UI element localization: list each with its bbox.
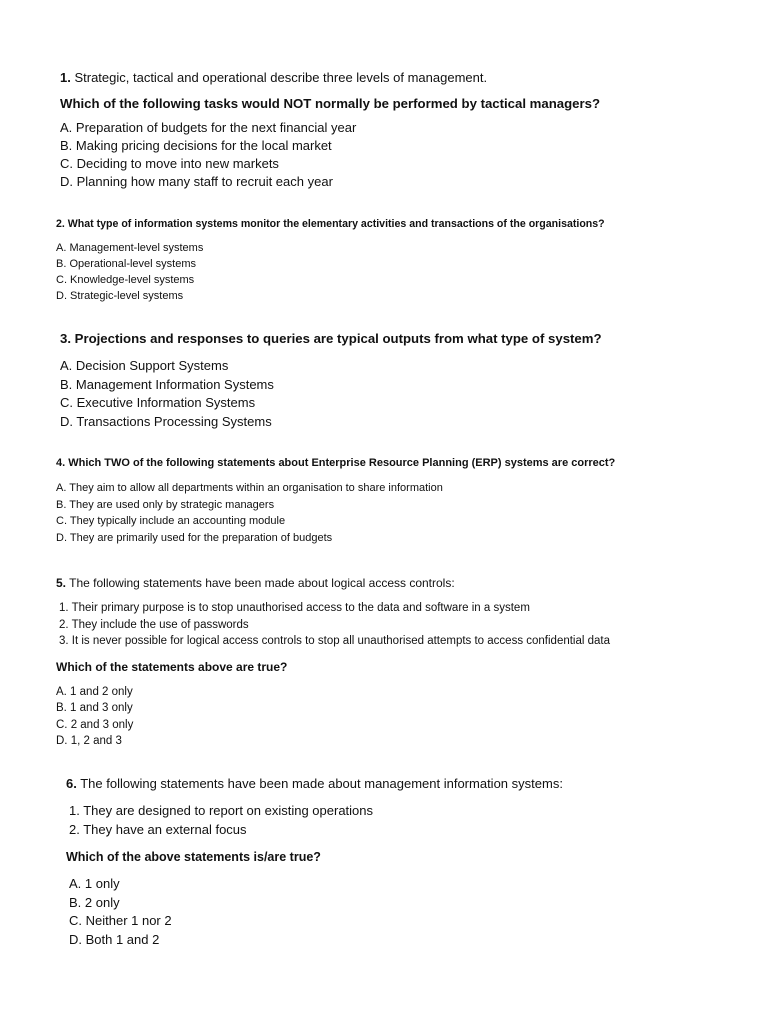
question-1 [60,69,600,191]
question-5-option-c: C. 2 and 3 only [56,718,134,731]
question-4-option-a: A. They aim to allow all departments within an organisation to share information [56,482,443,494]
question-5-option-b: B. 1 and 3 only [56,702,133,714]
question-1-option-d: D. Planning how many staff to recruit each year [60,174,333,189]
question-1-intro [60,69,600,87]
question-6-intro [66,775,563,793]
question-5-options [56,684,610,750]
question-3-option-d: D. Transactions Processing Systems [60,413,272,429]
question-1-option-a: A. Preparation of budgets for the next financial year [60,120,357,135]
question-1-intro-text: Strategic, tactical and operational describe three levels of management. [70,70,488,85]
question-3-options [60,357,602,431]
question-5-number: 5. [56,576,67,590]
question-1-number: 1. [60,70,71,85]
question-5-option-a: A. 1 and 2 only [56,685,133,698]
question-6-statements [66,802,563,839]
question-3-option-a: A. Decision Support Systems [60,358,229,373]
question-6-statement-2: 2. They have an external focus [69,821,247,837]
question-5-stem: Which of the statements above are true? [56,659,288,674]
question-6-statement-1: 1. They are designed to report on existing operations [69,803,374,818]
question-3-option-c: C. Executive Information Systems [60,395,256,410]
question-1-options [60,119,600,191]
question-4-option-b: B. They are used only by strategic managers [56,498,275,511]
question-5-statements [56,600,610,650]
question-6-option-d: D. Both 1 and 2 [69,931,160,947]
question-4-option-c: C. They typically include an accounting module [56,515,286,527]
question-5-statement-2: 2. They include the use of passwords [59,618,249,631]
question-6-stem: Which of the above statements is/are true? [66,850,321,864]
question-5-option-d: D. 1, 2 and 3 [56,735,122,747]
question-6 [66,775,563,949]
question-5-intro-text: The following statements have been made about logical access controls: [66,576,455,590]
question-5-intro [56,575,610,591]
question-1-stem: Which of the following tasks would NOT normally be performed by tactical managers? [60,96,601,111]
question-3-option-b: B. Management Information Systems [60,376,274,392]
question-6-option-c: C. Neither 1 nor 2 [69,913,172,928]
question-4-option-d: D. They are primarily used for the preparation of budgets [56,531,333,544]
question-3 [60,330,602,431]
question-2-option-a: A. Management-level systems [56,242,204,254]
question-1-option-c: C. Deciding to move into new markets [60,156,279,171]
question-6-option-b: B. 2 only [69,894,120,910]
question-6-intro-text: The following statements have been made about management information systems: [76,776,563,791]
question-3-stem: 3. Projections and responses to queries are typical outputs from what type of system? [60,331,602,346]
question-2-stem: 2. What type of information systems monitor the elementary activities and transactions of the organisations? [56,218,605,230]
question-5-statement-3: 3. It is never possible for logical access controls to stop all unauthorised attempts to access confidential data [59,635,611,647]
question-4 [56,456,615,546]
question-1-option-b: B. Making pricing decisions for the local market [60,138,332,153]
question-6-option-a: A. 1 only [69,876,120,891]
question-2 [56,217,605,304]
question-6-number: 6. [66,776,77,791]
question-2-option-c: C. Knowledge-level systems [56,274,195,286]
question-6-options [66,875,563,949]
question-5-statement-1: 1. Their primary purpose is to stop unauthorised access to the data and software in a system [59,602,530,614]
question-2-option-b: B. Operational-level systems [56,258,196,270]
question-2-option-d: D. Strategic-level systems [56,290,184,302]
question-2-options [56,240,605,304]
question-4-options [56,480,615,546]
question-4-stem: 4. Which TWO of the following statements about Enterprise Resource Planning (ERP) systems are correct? [56,457,616,469]
question-5 [56,575,610,750]
